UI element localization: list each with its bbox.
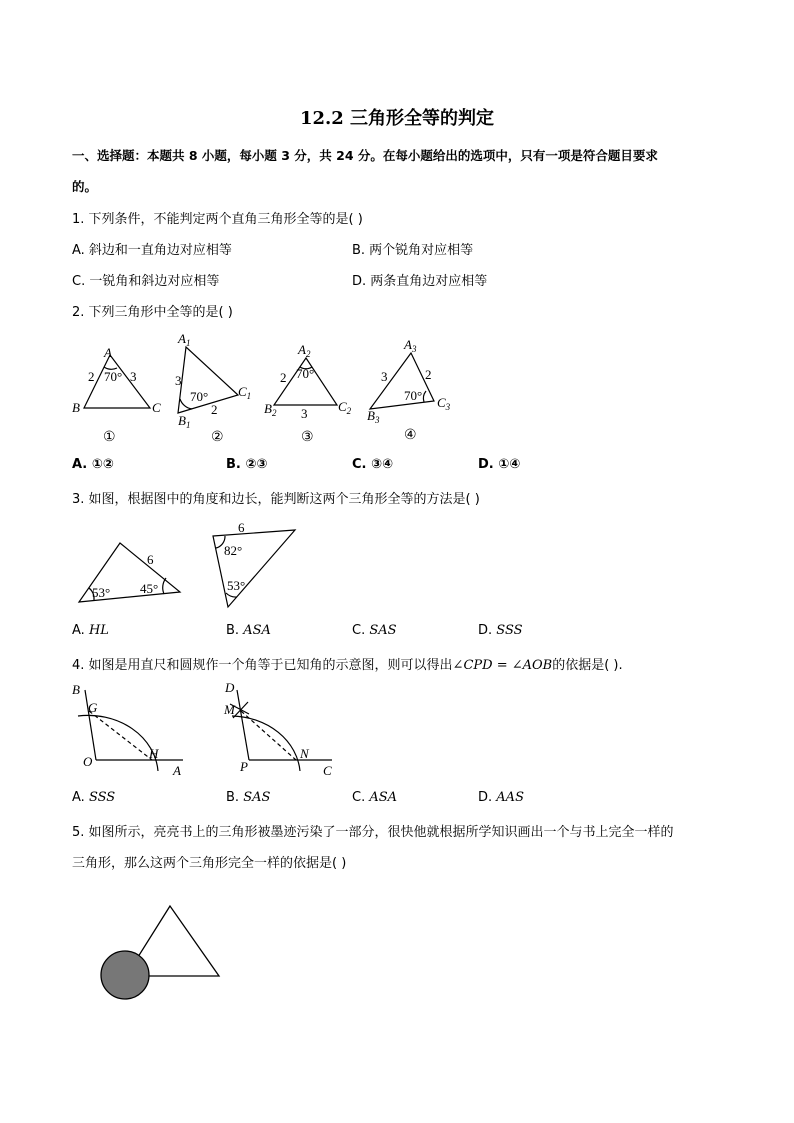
q3-f2-side: 6 [238,520,245,535]
q4-f2-label-d: D [225,680,235,695]
q2-option-c[interactable]: C. ③④ [352,457,394,472]
q4-f1-dashed-gh [89,711,152,760]
q2-f4-label-b: $B_3$ [367,408,380,425]
q1-option-d[interactable]: D. 两条直角边对应相等 [352,274,488,289]
q4-option-b[interactable]: B. SAS [226,790,271,805]
page-title: 12.2 三角形全等的判定 [299,108,495,129]
q2-f2-side-bottom: 2 [211,402,218,417]
q4-f2-tick-2 [233,702,248,718]
section-instructions: 一、选择题：本题共 8 小题，每小题 3 分，共 24 分。在每小题给出的选项中，只有一项是符合题目要求 [72,148,658,163]
question-4-stem: 4. 如图是用直尺和圆规作一个角等于已知角的示意图，则可以得出∠CPD = ∠AOB的依据是( ). [72,658,623,673]
q2-f2-label-b: $B_1$ [178,413,191,430]
q2-f4-side-left: 3 [381,369,388,384]
q2-f1-side-left: 2 [88,369,95,384]
q2-triangles-figure [0,325,794,450]
q4-option-a[interactable]: A. SSS [72,790,116,805]
q4-f1-label-o: O [83,754,93,769]
q3-option-d[interactable]: D. SSS [478,623,523,638]
q2-f3-side-bottom: 3 [301,406,308,421]
q4-option-d[interactable]: D. AAS [478,790,524,805]
q4-f2-label-n: N [300,746,309,761]
q4-f1-label-h: H [149,746,159,761]
q4-construction-figure [0,678,794,783]
q2-f1-side-right: 3 [130,369,137,384]
q2-f2-angle: 70° [190,389,209,404]
q4-f2-label-m: M [224,702,235,717]
q4-f1-label-g: G [88,700,98,715]
q2-f2-side-left: 3 [175,373,182,388]
q2-f3-angle: 70° [296,366,315,381]
q2-f3-side-left: 2 [280,370,287,385]
q2-f3-label-b: $B_2$ [264,401,277,418]
q3-triangles-figure [0,515,794,615]
q2-f1-label-a: A [104,345,112,360]
q3-f2-angle-bottom: 53° [227,578,246,593]
q2-f4-angle: 70° [404,388,423,403]
q2-f4-side-right: 2 [425,367,432,382]
q3-f1-angle-left: 53° [92,585,111,600]
q4-f1-label-a: A [173,763,181,778]
q2-angle-arc-4 [423,391,426,402]
q2-f3-label-a: $A_2$ [298,342,311,359]
q3-option-c[interactable]: C. SAS [352,623,397,638]
q3-f1-angle-right: 45° [140,581,159,596]
q3-option-a[interactable]: A. HL [72,623,109,638]
question-5-stem-cont: 三角形，那么这两个三角形完全一样的依据是( ) [72,856,347,871]
q2-option-a[interactable]: A. ①② [72,457,114,472]
q3-triangle-2 [213,530,295,607]
q2-f2-label-a: $A_1$ [178,331,191,348]
q2-f3-label-c: $C_2$ [338,399,352,416]
question-3-stem: 3. 如图，根据图中的角度和边长，能判断这两个三角形全等的方法是( ) [72,492,480,507]
q4-f1-label-b: B [72,682,80,697]
section-instructions-cont: 的。 [72,179,98,194]
q2-f1-angle: 70° [104,369,123,384]
q2-f3-number: ③ [301,430,314,445]
q1-option-c[interactable]: C. 一锐角和斜边对应相等 [72,274,220,289]
q4-f2-label-c: C [323,763,332,778]
q2-f1-label-b: B [72,400,80,415]
q4-f2-ray-pd [237,690,249,760]
q1-option-b[interactable]: B. 两个锐角对应相等 [352,243,474,258]
q2-f4-number: ④ [404,428,417,443]
q2-f4-label-c: $C_3$ [437,395,451,412]
q5-ink-blot [101,951,149,999]
q2-option-d[interactable]: D. ①④ [478,457,521,472]
question-2-stem: 2. 下列三角形中全等的是( ) [72,305,233,320]
q3-option-b[interactable]: B. ASA [226,623,271,638]
q2-f2-label-c: $C_1$ [238,384,252,401]
q4-option-c[interactable]: C. ASA [352,790,398,805]
q5-figure [90,898,230,1008]
question-1-stem: 1. 下列条件，不能判定两个直角三角形全等的是( ) [72,212,363,227]
q2-f2-number: ② [211,430,224,445]
q2-f4-label-a: $A_3$ [404,337,417,354]
q1-option-a[interactable]: A. 斜边和一直角边对应相等 [72,243,232,258]
q3-angle-arc-2b [226,593,237,597]
q3-f2-angle-top: 82° [224,543,243,558]
q4-f2-label-p: P [240,759,248,774]
q2-f1-label-c: C [152,400,161,415]
q2-option-b[interactable]: B. ②③ [226,457,268,472]
q2-f1-number: ① [103,430,116,445]
q3-f1-side: 6 [147,552,154,567]
question-5-stem: 5. 如图所示，亮亮书上的三角形被墨迹污染了一部分，很快他就根据所学知识画出一个与书上完全一样的 [72,825,674,840]
